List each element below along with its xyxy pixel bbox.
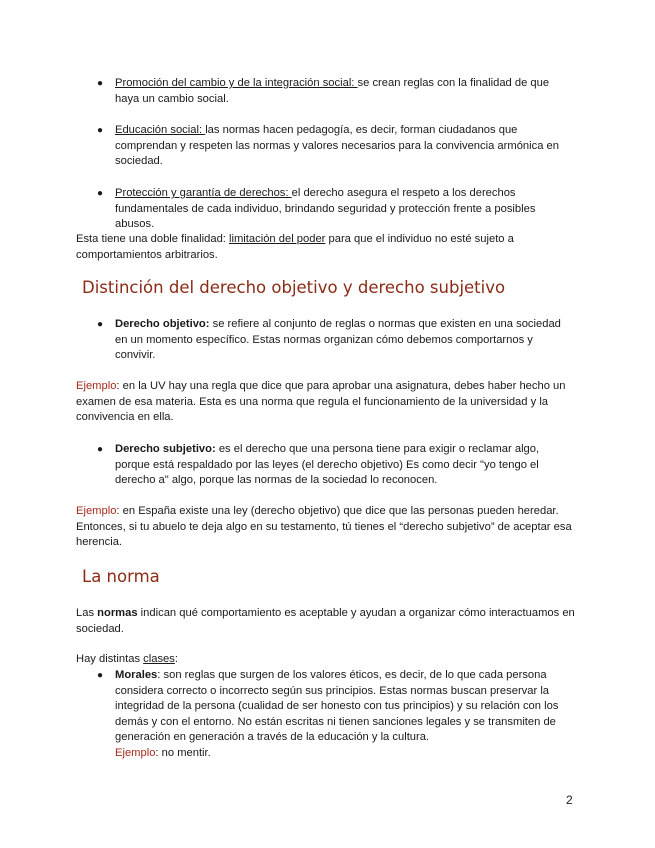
example-label: Ejemplo — [115, 746, 156, 759]
example-label: Ejemplo — [76, 380, 117, 392]
list-item — [97, 76, 575, 107]
example-label: Ejemplo — [76, 505, 117, 517]
paragraph-clases: Hay distintas clases: — [76, 653, 178, 665]
bullet-icon: ● — [97, 670, 104, 681]
bullet-term: Morales — [115, 669, 158, 681]
list-item-derecho-subjetivo — [97, 442, 575, 489]
section-heading-derecho: Distinción del derecho objetivo y derecho subjetivo — [82, 278, 506, 297]
bullet-term: Educación social: — [115, 124, 206, 136]
section-heading-la-norma: La norma — [82, 567, 160, 586]
bullet-icon: ● — [97, 188, 104, 199]
bullet-term: Derecho subjetivo: — [115, 443, 216, 455]
bullet-text: se refiere al conjunto de reglas o normas que existen en una sociedad en un momento específico. Estas normas organizan cómo debemos comportarnos y convivir. — [115, 318, 561, 361]
bullet-icon: ● — [97, 125, 104, 136]
list-item-morales: ● Morales: son reglas que surgen de los valores éticos, es decir, de lo que cada persona considera correcto o incorrecto según sus principios. Estas normas buscan preservar la integridad de la persona (cualidad de ser honesto con tus principios) y su relación con los demás y con el entorno. No están escritas ni tienen sanciones legales y se transmiten de generación en generación a través de la educación y la cultura. Ejemplo: no mentir. — [97, 669, 559, 759]
list-item-derecho-objetivo — [97, 317, 575, 364]
bullet-icon: ● — [97, 319, 104, 330]
bullet-text: : son reglas que surgen de los valores éticos, es decir, de lo que cada persona considera correcto o incorrecto según sus principios. Estas normas buscan preservar la integridad de la persona (cualidad de ser honesto con tus principios) y su relación con los demás y con el entorno. No están escritas ni tienen sanciones legales y se transmiten de generación en generación a través de la educación y la cultura. — [115, 669, 559, 743]
bullet-term: Protección y garantía de derechos: — [115, 187, 292, 199]
bullet-text: el derecho asegura el respeto a los derechos fundamentales de cada individuo, brindando seguridad y protección frente a posibles abusos. — [115, 187, 536, 230]
bullet-term: Promoción del cambio y de la integración social: — [115, 77, 358, 89]
bullet-icon: ● — [97, 444, 104, 455]
bullet-term: Derecho objetivo: — [115, 318, 210, 330]
bullet-text: se crean reglas con la finalidad de que haya un cambio social. — [115, 77, 550, 105]
link-limitacion-del-poder: limitación del poder — [229, 233, 326, 245]
list-item — [97, 186, 575, 233]
paragraph-normas-intro: Las normas indican qué comportamiento es aceptable y ayudan a organizar cómo interactuamos en sociedad. — [76, 607, 575, 635]
bullet-text: es el derecho que una persona tiene para exigir o reclamar algo, porque está respaldado por las leyes (el derecho objetivo) Es como decir "yo tengo el derecho a" algo, porque las normas de la sociedad lo reconocen. — [115, 443, 540, 486]
paragraph-example-2: Ejemplo: en España existe una ley (derecho objetivo) que dice que las personas pueden heredar. Entonces, si tu abuelo te deja algo en su testamento, tú tienes el “derecho subjetivo” de aceptar esa herencia. — [76, 505, 572, 548]
page-number: 2 — [566, 793, 573, 807]
bullet-icon: ● — [97, 78, 104, 89]
list-item — [97, 123, 575, 170]
bullet-text: las normas hacen pedagogía, es decir, forman ciudadanos que comprendan y respeten las normas y valores necesarios para la convivencia armónica en sociedad. — [115, 124, 559, 167]
paragraph-double-purpose: Esta tiene una doble finalidad: limitación del poder para que el individuo no esté sujeto a comportamientos arbitrarios. — [76, 233, 514, 261]
link-clases: clases — [143, 653, 175, 665]
paragraph-example-1: Ejemplo: en la UV hay una regla que dice que para aprobar una asignatura, debes haber hecho un examen de esa materia. Esta es una norma que regula el funcionamiento de la universidad y la convivencia en ella. — [76, 380, 566, 423]
